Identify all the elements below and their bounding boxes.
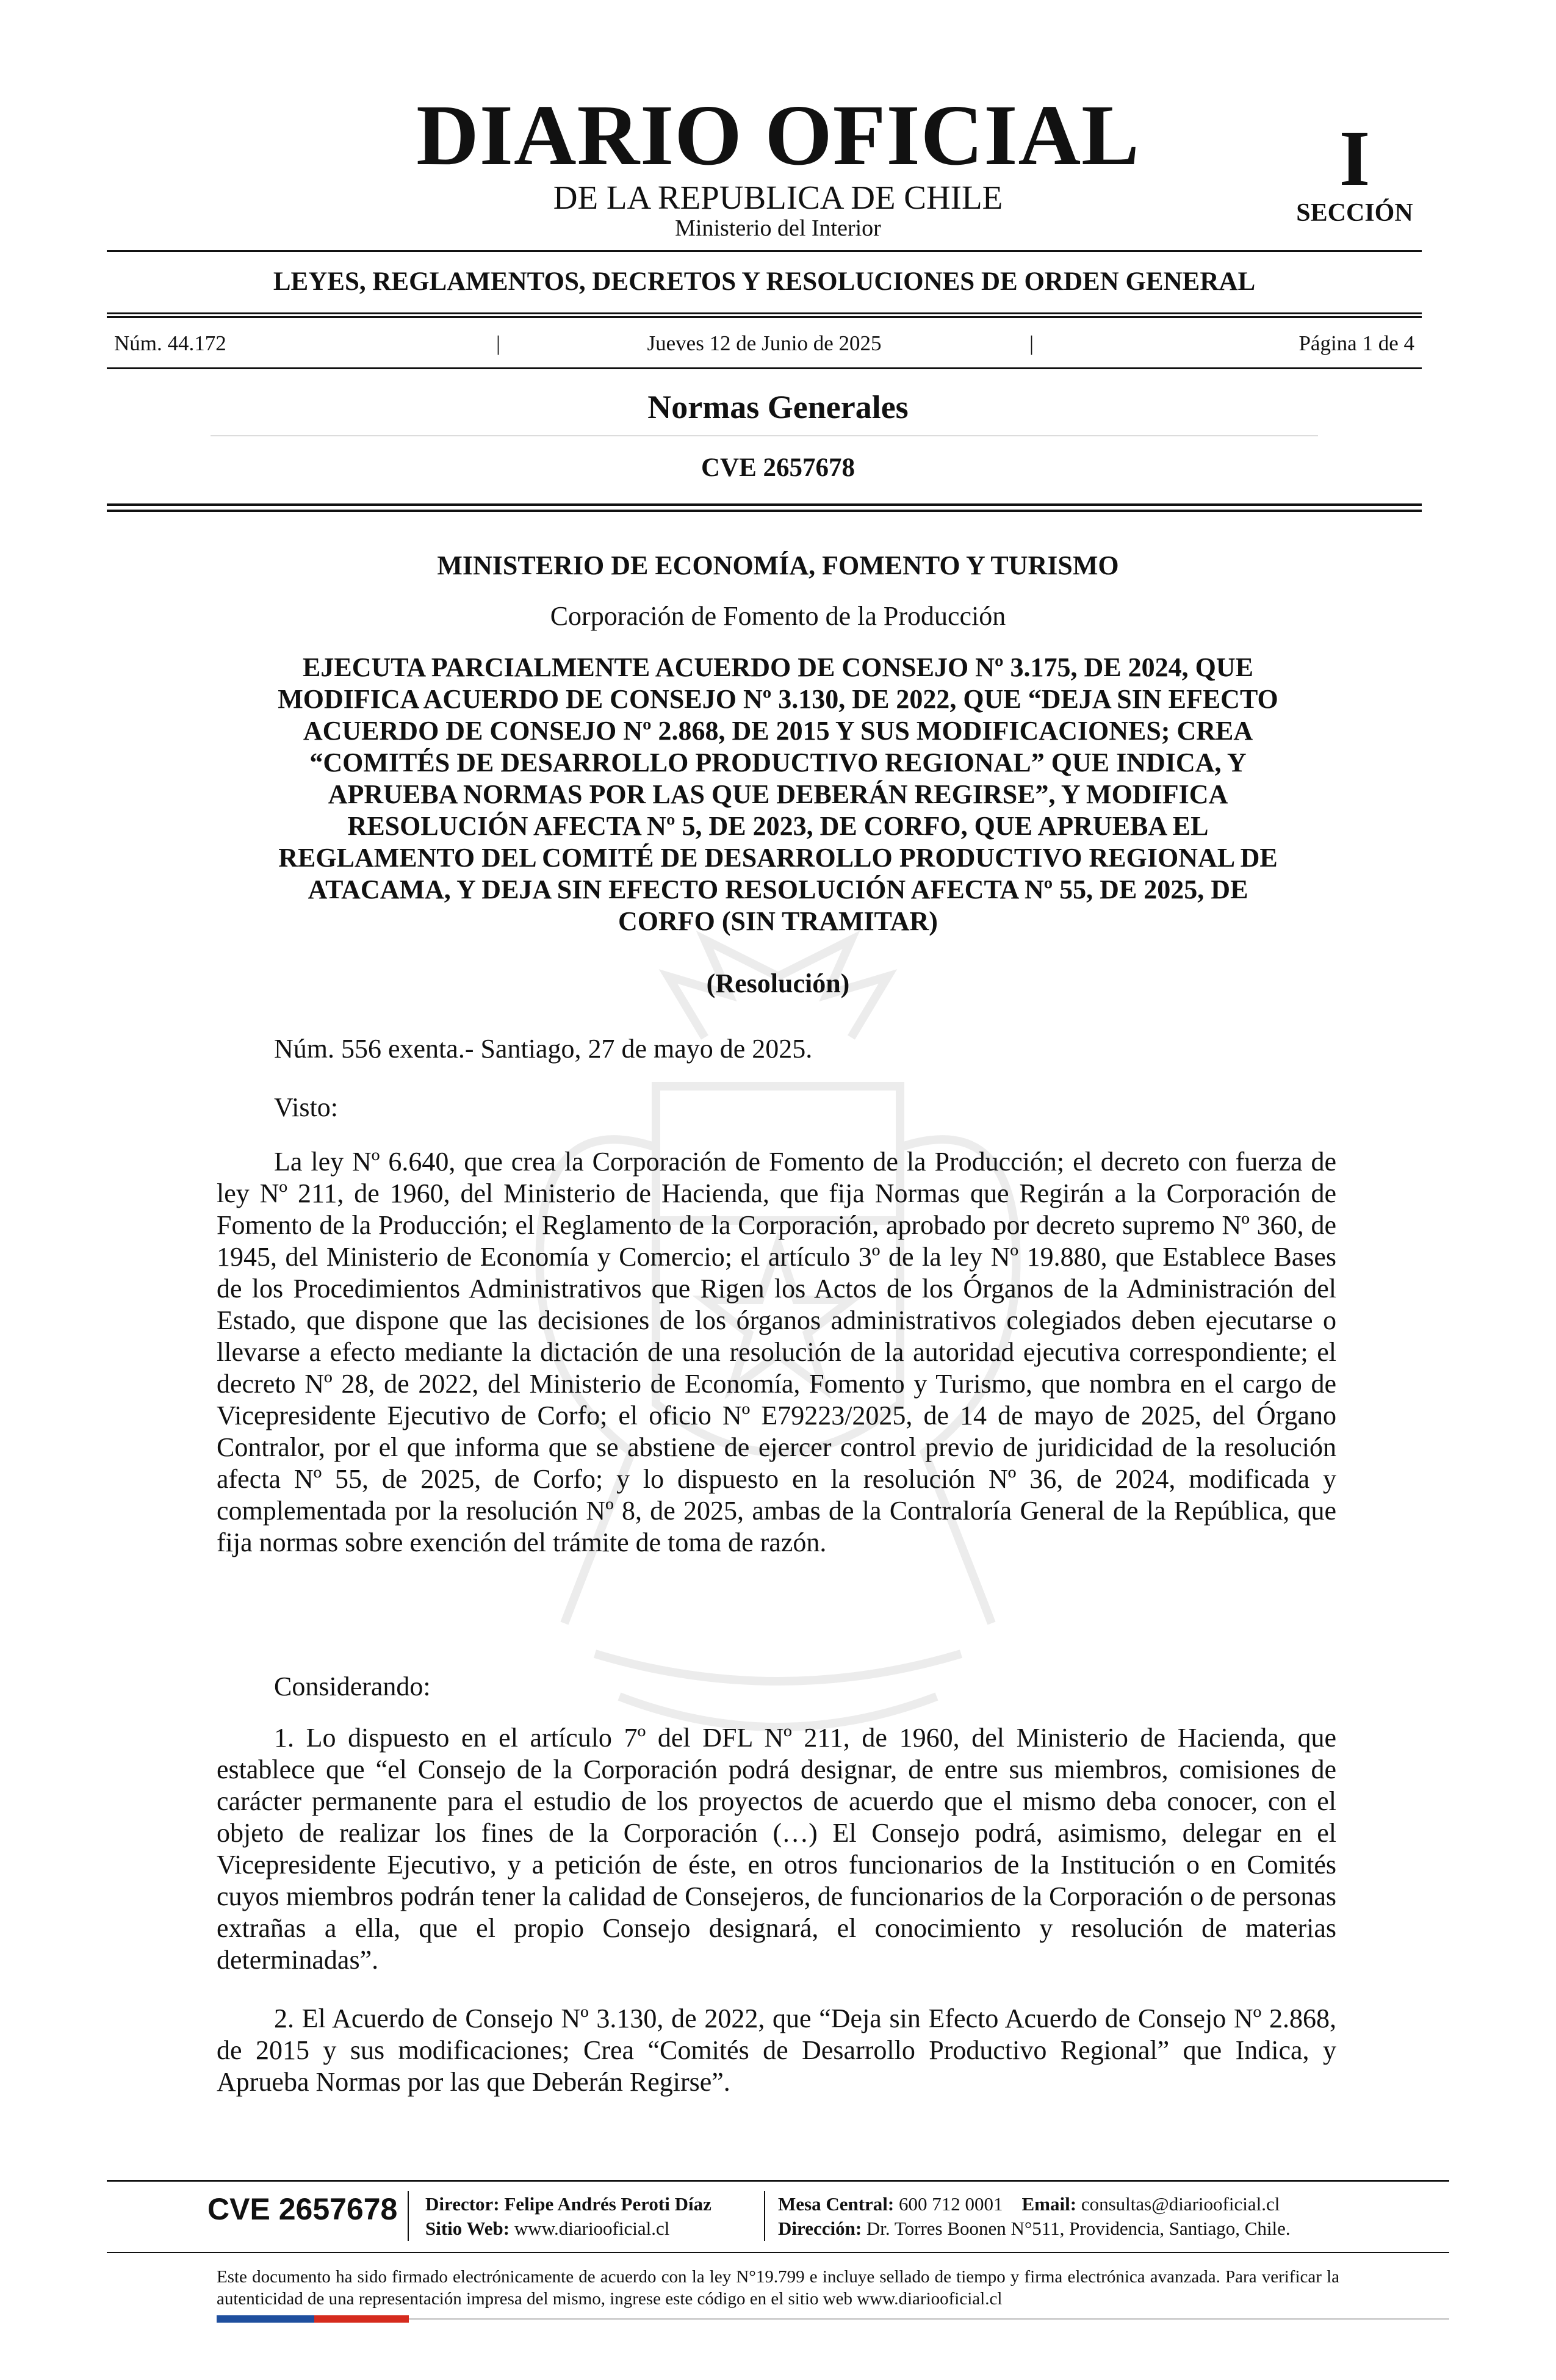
email-link[interactable]: consultas@diariooficial.cl [1081, 2193, 1280, 2215]
section-bar-rule-bottom [107, 316, 1422, 318]
norms-divider [211, 435, 1318, 436]
agency-name: Corporación de Fomento de la Producción [550, 601, 1006, 631]
header-rule-1 [107, 503, 1422, 506]
footer-divider-2 [764, 2191, 765, 2241]
masthead-ministry: Ministerio del Interior [675, 215, 881, 241]
phone-value: 600 712 0001 [899, 2193, 1003, 2215]
masthead-subtitle: DE LA REPUBLICA DE CHILE [553, 179, 1003, 216]
norms-title: Normas Generales [647, 389, 909, 425]
title-line: REGLAMENTO DEL COMITÉ DE DESARROLLO PRODUCTIVO REGIONAL DE [278, 843, 1278, 873]
site-link[interactable]: www.diariooficial.cl [514, 2218, 670, 2239]
email-label: Email: [1021, 2193, 1077, 2215]
info-separator-2: | [1029, 331, 1034, 355]
title-line: APRUEBA NORMAS POR LAS QUE DEBERÁN REGIRSE”, Y MODIFICA [328, 779, 1228, 809]
site-label: Sitio Web: [425, 2218, 510, 2239]
masthead-title: DIARIO OFICIAL [416, 87, 1140, 183]
cve-header: CVE 2657678 [701, 453, 855, 482]
masthead-rule [107, 250, 1422, 252]
section-bar-rule-top [107, 312, 1422, 314]
footer-director-block [425, 2192, 711, 2241]
info-separator-1: | [496, 331, 501, 355]
title-line: RESOLUCIÓN AFECTA Nº 5, DE 2023, DE CORFO, QUE APRUEBA EL [347, 811, 1209, 841]
considerando-paragraph-1: 1. Lo dispuesto en el artículo 7º del DFL Nº 211, de 1960, del Ministerio de Hacienda, que establece que “el Consejo de la Corporación podrá designar, de entre sus miembros, comisiones de carácter permanente para el estudio de los proyectos de acuerdo que el mismo deba conocer, con el objeto de realizar los fines de la Corporación (…) El Consejo podrá, asimismo, delegar en el Vicepresidente Ejecutivo, y a petición de éste, en otros funcionarios de la Institución o en Comités cuyos miembros podrán tener la calidad de Consejeros, de funcionarios de la Corporación o de personas extrañas a ella, que el propio Consejo designará, el conocimiento y resolución de materias determinadas”. [217, 1723, 1336, 1975]
section-label: SECCIÓN [1296, 199, 1413, 227]
title-line: EJECUTA PARCIALMENTE ACUERDO DE CONSEJO Nº 3.175, DE 2024, QUE [303, 652, 1253, 682]
resolution-label: (Resolución) [706, 968, 850, 998]
title-line: “COMITÉS DE DESARROLLO PRODUCTIVO REGIONAL” QUE INDICA, Y [309, 748, 1247, 777]
section-number: I [1339, 115, 1371, 203]
legal-note: Este documento ha sido firmado electrónicamente de acuerdo con la ley N°19.799 e incluye sellado de tiempo y firma electrónica avanzada. Para verificar la autenticidad de una representación impresa del mismo, ingrese este código en el sitio web www.diariooficial.cl [217, 2267, 1339, 2309]
footer-bottom-line [409, 2318, 1449, 2320]
address-value: Dr. Torres Boonen N°511, Providencia, Santiago, Chile. [866, 2218, 1291, 2239]
director-label: Director: [425, 2193, 500, 2215]
issue-date: Jueves 12 de Junio de 2025 [647, 331, 882, 355]
director-value: Felipe Andrés Peroti Díaz [504, 2193, 711, 2215]
title-line: CORFO (SIN TRAMITAR) [618, 906, 938, 936]
title-line: ATACAMA, Y DEJA SIN EFECTO RESOLUCIÓN AFECTA Nº 55, DE 2025, DE [308, 874, 1248, 904]
info-bar-rule [107, 367, 1422, 369]
document-title [232, 652, 1324, 937]
considerando-paragraph-2: 2. El Acuerdo de Consejo Nº 3.130, de 2022, que “Deja sin Efecto Acuerdo de Consejo Nº 2.868, de 2015 y sus modificaciones; Crea “Comités de Desarrollo Productivo Regional” que Indica, y Aprueba Normas por las que Deberán Regirse”. [217, 2003, 1336, 2097]
considerando-label: Considerando: [274, 1671, 431, 1701]
flag-stripe-red [314, 2315, 409, 2323]
title-line: MODIFICA ACUERDO DE CONSEJO Nº 3.130, DE 2022, QUE “DEJA SIN EFECTO [278, 684, 1278, 714]
footer-contact-block [778, 2192, 1291, 2241]
address-label: Dirección: [778, 2218, 862, 2239]
ministry-name: MINISTERIO DE ECONOMÍA, FOMENTO Y TURISMO [437, 550, 1119, 580]
footer-rule-2 [107, 2252, 1449, 2253]
issue-number: Núm. 44.172 [114, 331, 226, 355]
footer-rule [107, 2180, 1449, 2182]
resolution-number: Núm. 556 exenta.- Santiago, 27 de mayo de 2025. [274, 1034, 813, 1064]
footer-divider-1 [408, 2191, 409, 2241]
header-rule-2 [107, 510, 1422, 512]
footer-cve: CVE 2657678 [207, 2192, 398, 2226]
section-bar: LEYES, REGLAMENTOS, DECRETOS Y RESOLUCIONES DE ORDEN GENERAL [273, 267, 1256, 296]
title-line: ACUERDO DE CONSEJO Nº 2.868, DE 2015 Y SUS MODIFICACIONES; CREA [303, 716, 1253, 746]
visto-label: Visto: [274, 1092, 338, 1122]
phone-label: Mesa Central: [778, 2193, 895, 2215]
flag-stripe-blue [217, 2315, 314, 2323]
page-indicator: Página 1 de 4 [1298, 331, 1414, 355]
visto-paragraph: La ley Nº 6.640, que crea la Corporación de Fomento de la Producción; el decreto con fuerza de ley Nº 211, de 1960, del Ministerio de Hacienda, que fija Normas que Regirán a la Corporación de Fomento de la Producción; el Reglamento de la Corporación, aprobado por decreto supremo Nº 360, de 1945, del Ministerio de Economía y Comercio; el artículo 3º de la ley Nº 19.880, que Establece Bases de los Procedimientos Administrativos que Rigen los Actos de los Órganos de la Administración del Estado, que dispone que las decisiones de los órganos administrativos colegiados deben ejecutarse o llevarse a efecto mediante la dictación de una resolución de la autoridad ejecutiva correspondiente; el decreto Nº 28, de 2022, del Ministerio de Economía, Fomento y Turismo, que nombra en el cargo de Vicepresidente Ejecutivo de Corfo; el oficio Nº E79223/2025, de 14 de mayo de 2025, del Órgano Contralor, por el que informa que se abstiene de ejercer control previo de juridicidad de la resolución afecta Nº 55, de 2025, de Corfo; y lo dispuesto en la resolución Nº 36, de 2024, modificada y complementada por la resolución Nº 8, de 2025, ambas de la Contraloría General de la República, que fija normas sobre exención del trámite de toma de razón. [217, 1147, 1336, 1557]
